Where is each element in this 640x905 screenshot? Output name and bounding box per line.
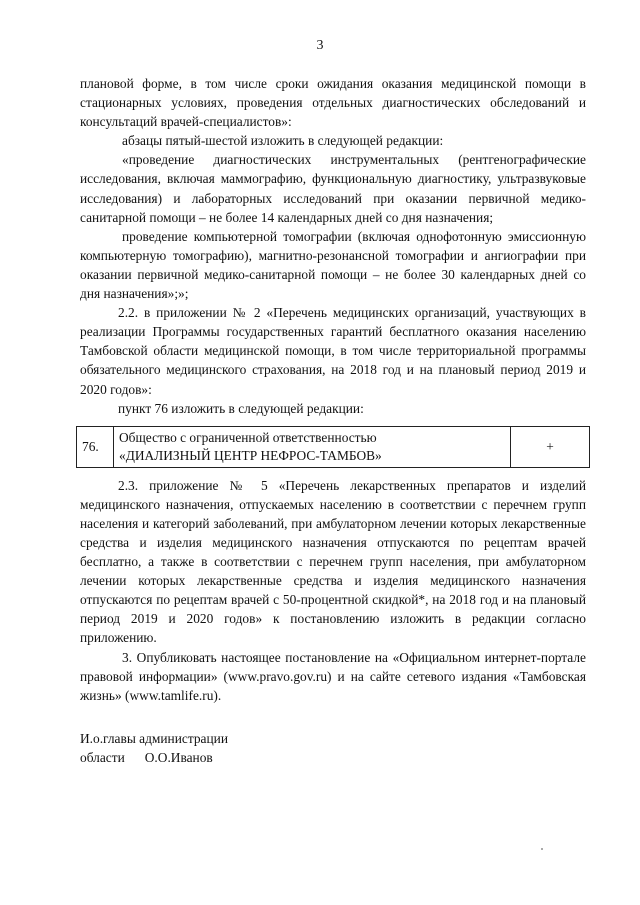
participation-mark-cell: + [511,426,590,467]
page-number: 3 [316,38,324,53]
item-number-cell: 76. [77,426,114,467]
organization-cell [114,426,511,467]
organization-name: «ДИАЛИЗНЫЙ ЦЕНТР НЕФРОС-ТАМБОВ» [119,447,382,463]
paragraph: «проведение диагностических инструментальных (рентгенографические исследования, включая маммографию, функциональную диагностику, ультразвуковые исследования) и лабораторных исследований при оказании первичной медико-санитарной помощи – не более 14 календарных дней со дня назначения; [80,152,586,225]
paragraph: плановой форме, в том числе сроки ожидания оказания медицинской помощи в стационарных условиях, проведения отдельных диагностических обследований и консультаций врачей-специалистов»: [80,76,586,130]
table-row [77,426,590,467]
paragraph: 2.3. приложение № 5 «Перечень лекарственных препаратов и изделий медицинского назначения, отпускаемых населению в соответствии с перечнем групп населения и категорий заболеваний, при амбулаторном лечении которых лекарственные средства и изделия медицинского назначения отпускаются по рецептам врачей бесплатно, а также в соответствии с перечнем групп населения, при амбулаторном лечении которых лекарственные средства и изделия медицинского назначения отпускаются по рецептам врачей с 50-процентной скидкой*, на 2018 год и на плановый период 2019 и 2020 годов» к постановлению изложить в редакции согласно приложению. [80,477,586,646]
signatory-region: области [80,750,125,765]
scan-speck [541,848,543,850]
amendment-table [76,426,590,468]
paragraph: проведение компьютерной томографии (включая однофотонную эмиссионную компьютерную томографию), магнитно-резонансной томографии и ангиографии при оказании первичной медико-санитарной помощи – не более 30 календарных дней со дня назначения»;»; [80,228,586,302]
document-body [80,74,586,705]
paragraph: 3. Опубликовать настоящее постановление на «Официальном интернет-портале правовой информации» (www.pravo.gov.ru) и на сайте сетевого издания «Тамбовская жизнь» (www.tamlife.ru). [80,649,586,703]
signatory-title: И.о.главы администрации [80,731,228,746]
signatory-name: О.О.Иванов [144,750,213,765]
signatory-line [80,748,228,767]
paragraph: пункт 76 изложить в следующей редакции: [118,400,364,416]
paragraph: 2.2. в приложении № 2 «Перечень медицинских организаций, участвующих в реализации Программы государственных гарантий бесплатного оказания населению Тамбовской области медицинской помощи, в том числе территориальной программы обязательного медицинского страхования, на 2018 год и на плановый период 2019 и 2020 годов»: [80,305,586,397]
paragraph: абзацы пятый-шестой изложить в следующей редакции: [122,133,444,149]
signature-block [80,729,228,767]
organization-type: Общество с ограниченной ответственностью [119,429,377,445]
